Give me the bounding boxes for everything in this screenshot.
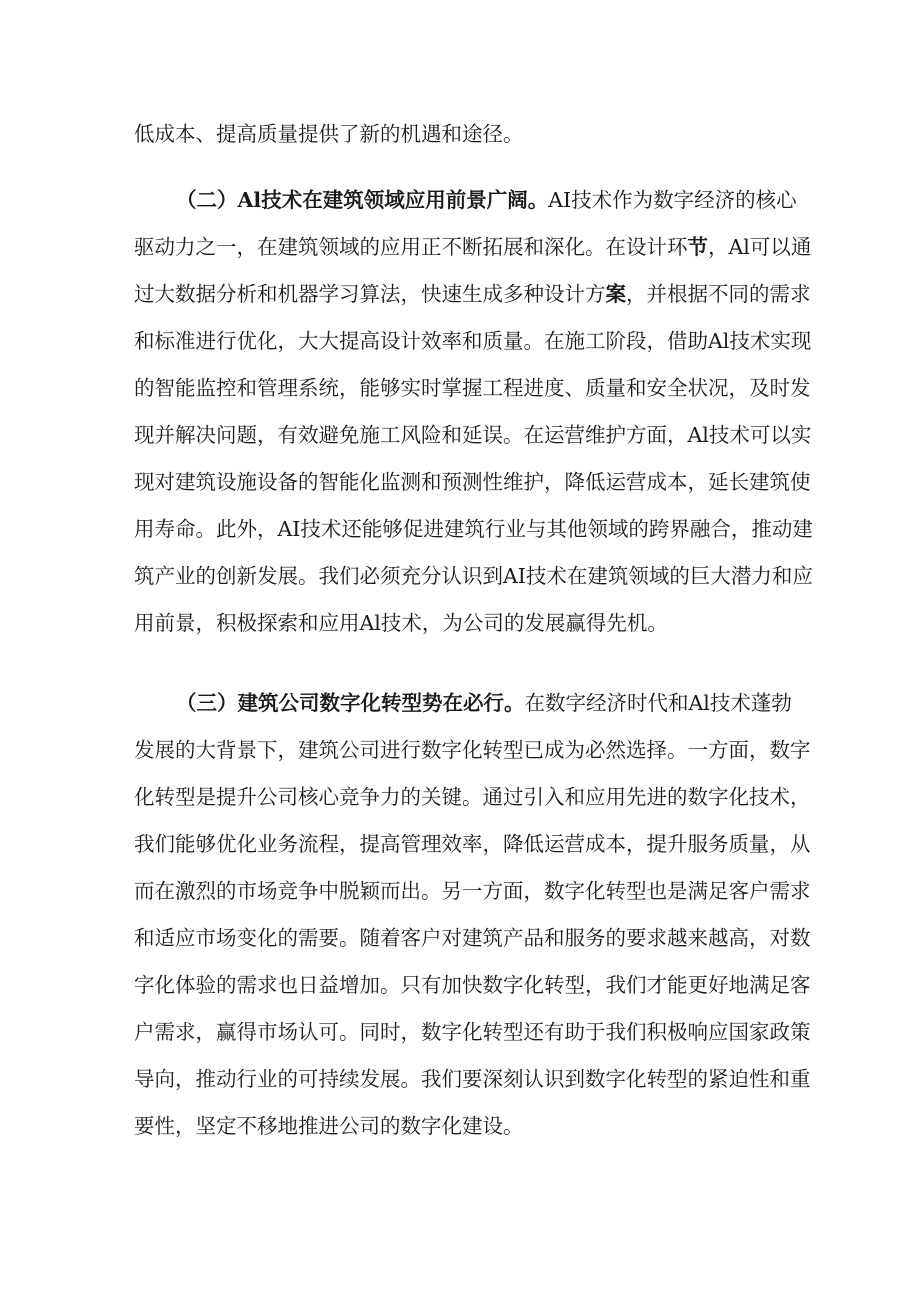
- line-text-tail: ，Al可以通: [708, 235, 812, 259]
- section-heading-line: [176, 183, 797, 217]
- line-text: 的智能监控和管理系统，能够实时掌握工程进度、质量和安全状况，及时发: [134, 376, 811, 400]
- paragraph-line: [134, 117, 790, 151]
- bold-char: 案: [605, 282, 626, 306]
- line-text: 字化体验的需求也日益增加。只有加快数字化转型，我们才能更好地满足客: [134, 973, 811, 997]
- line-text: 过大数据分析和机器学习算法，快速生成多种设计方: [134, 282, 606, 306]
- paragraph-line: [134, 780, 811, 814]
- line-text: 筑产业的创新发展。我们必须充分认识到AI技术在建筑领域的巨大潜力和应: [134, 564, 813, 588]
- paragraph-line: [134, 324, 812, 358]
- paragraph-line: [134, 371, 811, 405]
- paragraph-line: [134, 1062, 811, 1096]
- line-text: 发展的大背景下，建筑公司进行数字化转型已成为必然选择。一方面，数字: [134, 738, 811, 762]
- section-heading: （三）建筑公司数字化转型势在必行。: [176, 691, 525, 715]
- line-text: 而在激烈的市场竞争中脱颖而出。另一方面，数字化转型也是满足客户需求: [134, 879, 811, 903]
- line-text: 和标准进行优化，大大提高设计效率和质量。在施工阶段，借助Al技术实现: [134, 329, 812, 353]
- paragraph-line: [134, 559, 813, 593]
- line-text: 和适应市场变化的需要。随着客户对建筑产品和服务的要求越来越高，对数: [134, 926, 811, 950]
- line-text: 低成本、提高质量提供了新的机遇和途径。: [134, 122, 524, 146]
- section-heading-line: [176, 686, 790, 720]
- line-text: 现并解决问题，有效避免施工风险和延误。在运营维护方面，Al技术可以实: [134, 423, 812, 447]
- bold-char: 节: [687, 235, 708, 259]
- paragraph-line: [134, 827, 811, 861]
- paragraph-line: [134, 230, 812, 264]
- line-text-tail: ，并根据不同的需求: [626, 282, 811, 306]
- paragraph-line: [134, 418, 812, 452]
- line-text: 化转型是提升公司核心竞争力的关键。通过引入和应用先进的数字化技术，: [134, 785, 811, 809]
- line-text: AI技术作为数字经济的核心: [548, 188, 797, 212]
- paragraph-line: [134, 921, 811, 955]
- paragraph-line: [134, 1015, 811, 1049]
- paragraph-line: [134, 465, 811, 499]
- paragraph-line: [134, 874, 811, 908]
- section-heading: （二）Al技术在建筑领域应用前景广阔。: [176, 188, 549, 212]
- paragraph-line: [134, 968, 811, 1002]
- paragraph-line: [134, 512, 813, 546]
- line-text: 在数字经济时代和Al技术蓬勃: [524, 691, 792, 715]
- line-text: 导向，推动行业的可持续发展。我们要深刻认识到数字化转型的紧迫性和重: [134, 1067, 811, 1091]
- paragraph-line: [134, 1109, 790, 1143]
- line-text: 驱动力之一，在建筑领域的应用正不断拓展和深化。在设计环: [134, 235, 688, 259]
- line-text: 用寿命。此外，AI技术还能够促进建筑行业与其他领域的跨界融合，推动建: [134, 517, 813, 541]
- paragraph-line: [134, 277, 811, 311]
- paragraph-line: [134, 606, 790, 640]
- paragraph-line: [134, 733, 811, 767]
- line-text: 用前景，积极探索和应用Al技术，为公司的发展赢得先机。: [134, 611, 668, 635]
- line-text: 我们能够优化业务流程，提高管理效率，降低运营成本，提升服务质量，从: [134, 832, 811, 856]
- line-text: 现对建筑设施设备的智能化监测和预测性维护，降低运营成本，延长建筑使: [134, 470, 811, 494]
- line-text: 要性，坚定不移地推进公司的数字化建设。: [134, 1114, 524, 1138]
- line-text: 户需求，赢得市场认可。同时，数字化转型还有助于我们积极响应国家政策: [134, 1020, 811, 1044]
